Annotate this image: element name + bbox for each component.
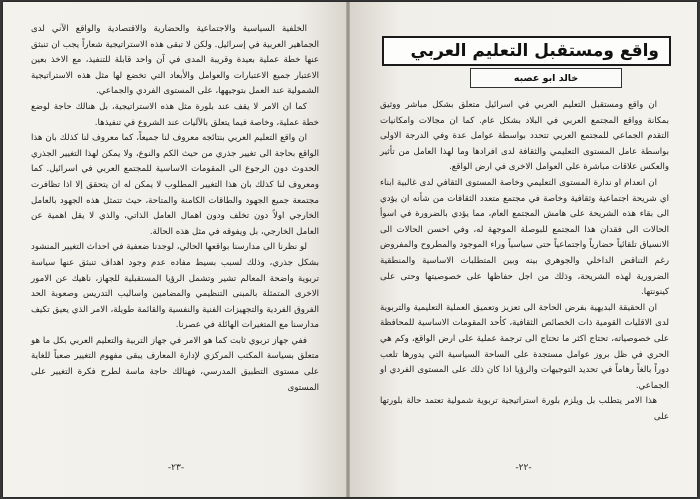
page-number: -٢٣- (167, 463, 185, 473)
paragraph: لو نظرنا الى مدارسنا بواقعها الحالي، لوجدنا ضعفية في احداث التغيير المنشود بشكل جذري، وذلك لسبب بسيط مفاده عدم وجود اهداف تنبثق عنها سياسة تربوية واضحة المعالم تشير وتشمل الرؤيا المستقبلية للجهاز، ناهيك عن الامور الاخرى المتمثلة بالمبنى التنظيمي والمضامين واساليب التدريس وصعوبة الحد الفروق الفردية والتجهيزات الفنية والنفسية والقائمة طويلة، الامر الذي يعيق تكيف مدارسنا مع المتغيرات الهائلة في عصرنا. (31, 242, 319, 331)
paragraph: هذا الامر يتطلب بل ويلزم بلورة استراتيجية تربوية شمولية تعتمد حالة بلورتها على (380, 396, 669, 422)
paragraph: ان واقع التعليم العربي بنتائجه معروف لنا جميعاً، كما معروف لنا كذلك بان هذا الواقع بحاجة الى تغيير جذري من حيث الكم والنوع، ولا يمكن لهذا التغيير الجذري الحدوث دون الرجوع الى المقومات الاساسية للمجتمع العربي في اسرائيل. كما ومعروف لنا كذلك بان هذا التغيير المطلوب لا يمكن له ان يتحقق إلا اذا تظافرت مجتمعة جميع الجهود والطاقات الكامنة والمتاحة، حيث تتمثل هذه الجهود بالعامل الخارجي اولاً دون تخلف ودون اهمال العامل الذاتي، والذي لا يقل اهمية عن العامل الخارجي، بل ويفوقه في مثل هذه الحالة. (31, 133, 319, 237)
left-page-body (31, 22, 319, 396)
paragraph: كما ان الامر لا يقف عند بلورة مثل هذه الاستراتيجية، بل هنالك حاجة لوضع خطة عملية، وخاصة فيما يتعلق بالآليات عند الشروع في تنفيذها. (31, 101, 319, 128)
paragraph: ففي جهاز تربوي ثابت كما هو الامر في جهاز التربية والتعليم العربي بكل ما هو متعلق بسياسة المكتب المركزي لإدارة المعارف يبقى مفهوم التغيير صعباً للغاية على مستوى التطبيق المدرسي، فهنالك حاجة ماسة لطرح فكرة التغيير على المستوى (31, 335, 319, 393)
author-name: خالد ابو عصبه (470, 68, 622, 88)
book-gutter (346, 2, 350, 497)
paragraph: ان انعدام او ندارة المستوى التعليمي وخاصة المستوى الثقافي لدى غالبية ابناء اي شريحة اجتماعية وثقافية وخاصة في مجتمع متعدد الثقافات من شأنه ان يؤدي الى بقاء هذه الشريحة على هامش المجتمع العام، مما يؤدي بالضرورة في اسوأ الحالات الى فقدان هذا المجتمع للبوصلة الموجهة له، وفي احسن الحالات الى الانسياق تلقائياً حضارياً واجتماعياً حتى سياسياً وراء الموجود والمطروح والمفروض رغم التناقض الداخلي والجوهري بينه وبين المتطلبات الاساسية والمنطقية الضرورية لهذه الشريحة، وذلك من اجل حفاظها على خصوصيتها وحتى على كينونتها. (380, 177, 669, 298)
page-number: -٢٢- (515, 463, 532, 473)
paragraph: الخلفية السياسية والاجتماعية والحضارية والاقتصادية والواقع الآني لدى الجماهير العربية في إسرائيل. ولكن لا تبقى هذه الاستراتيجية شعاراً يجب ان تنبثق عنها خطة عملية بعيدة وقريبة المدى في آن واحد قابلة للتنفيذ، مع الاخذ بعين الاعتبار جميع الاعتبارات والعوامل والأبعاد التي تخضع لها مثل هذه الاستراتيجية الشمولية عند العمل بتوجيهها، على المستوى الفردي والجماعي. (31, 24, 319, 97)
article-title: واقع ومستقبل التعليم العربي (382, 36, 671, 66)
paragraph: ان واقع ومستقبل التعليم العربي في اسرائيل متعلق بشكل مباشر ووثيق بمكانة وواقع المجتمع العربي في البلاد بشكل عام. كما ان مجالات وامكانيات التقدم الجماعي للمجتمع العربي تتحدد بواسطة عوامل عدة وفي الدرجة الاولى بواسطة عامل المستوى التعليمي والثقافة لدى افرادها وما لهذا العامل من تأثير والعكس علاقات مباشرة على العوامل الاخرى في ارض الواقع. (380, 100, 669, 173)
book-spread (3, 2, 697, 497)
left-page (3, 2, 350, 497)
right-page-body (380, 98, 669, 425)
paragraph: ان الحقيقة البديهية بفرض الحاجة الى تعزيز وتعميق العملية التعليمية والتربوية لدى الاقليات القومية ذات الخصائص الثقافية، كأحد المقومات الاساسية للمحافظة على خصوصياته، تحتاج اكثر ما تحتاج الى ترجمة عملية على ارض الواقع، وكم هي الحري في ظل بروز عوامل مستجدة على الساحة السياسية التي يدورها تلعب دوراً بالغاً رهاماً في تحديد التوجيهات والرؤيا اذا كان ذلك على المستوى الفردي او الجماعي. (380, 302, 669, 391)
right-page (350, 2, 697, 497)
